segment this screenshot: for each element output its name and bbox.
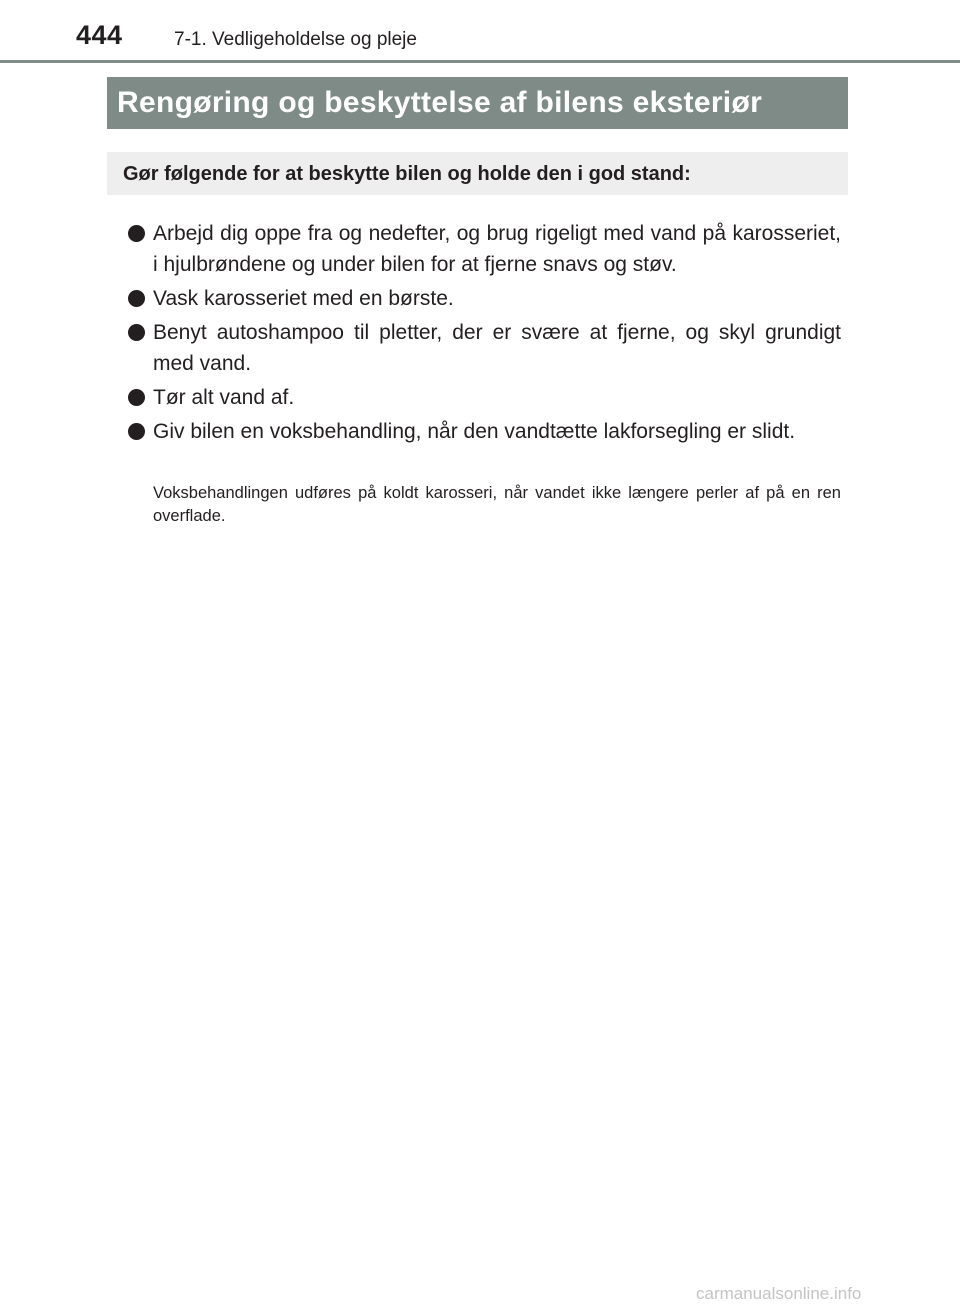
- section-title: Rengøring og beskyttelse af bilens eksteriør: [117, 86, 763, 119]
- list-item: [124, 283, 841, 314]
- list-item-text: Vask karosseriet med en børste.: [153, 287, 454, 310]
- list-item: [124, 382, 841, 413]
- list-item-text: Benyt autoshampoo til pletter, der er svære at fjerne, og skyl grundigt med vand.: [153, 321, 841, 375]
- intro-text: Gør følgende for at beskytte bilen og holde den i god stand:: [123, 163, 691, 185]
- bullet-icon: [128, 324, 145, 341]
- intro-box: [107, 152, 848, 195]
- note-text: Voksbehandlingen udføres på koldt karosseri, når vandet ikke længere perler af på en ren overflade.: [153, 484, 841, 525]
- bullet-icon: [128, 389, 145, 406]
- page-number: 444: [76, 20, 123, 50]
- bullet-icon: [128, 290, 145, 307]
- bullet-icon: [128, 225, 145, 242]
- section-title-bar: [107, 77, 848, 129]
- list-item-text: Giv bilen en voksbehandling, når den vandtætte lakforsegling er slidt.: [153, 420, 796, 443]
- header-divider: [0, 60, 960, 63]
- page-header: [0, 0, 960, 62]
- list-item-text: Tør alt vand af.: [153, 386, 295, 409]
- list-item-text: Arbejd dig oppe fra og nedefter, og brug rigeligt med vand på karosseriet, i hjulbrøndene og under bilen for at fjerne snavs og støv.: [153, 222, 841, 276]
- instruction-list: [124, 218, 841, 450]
- watermark: carmanualsonline.info: [696, 1284, 862, 1303]
- section-label: 7-1. Vedligeholdelse og pleje: [174, 29, 417, 50]
- bullet-icon: [128, 423, 145, 440]
- list-item: [124, 317, 841, 379]
- list-item: [124, 416, 841, 447]
- list-item: [124, 218, 841, 280]
